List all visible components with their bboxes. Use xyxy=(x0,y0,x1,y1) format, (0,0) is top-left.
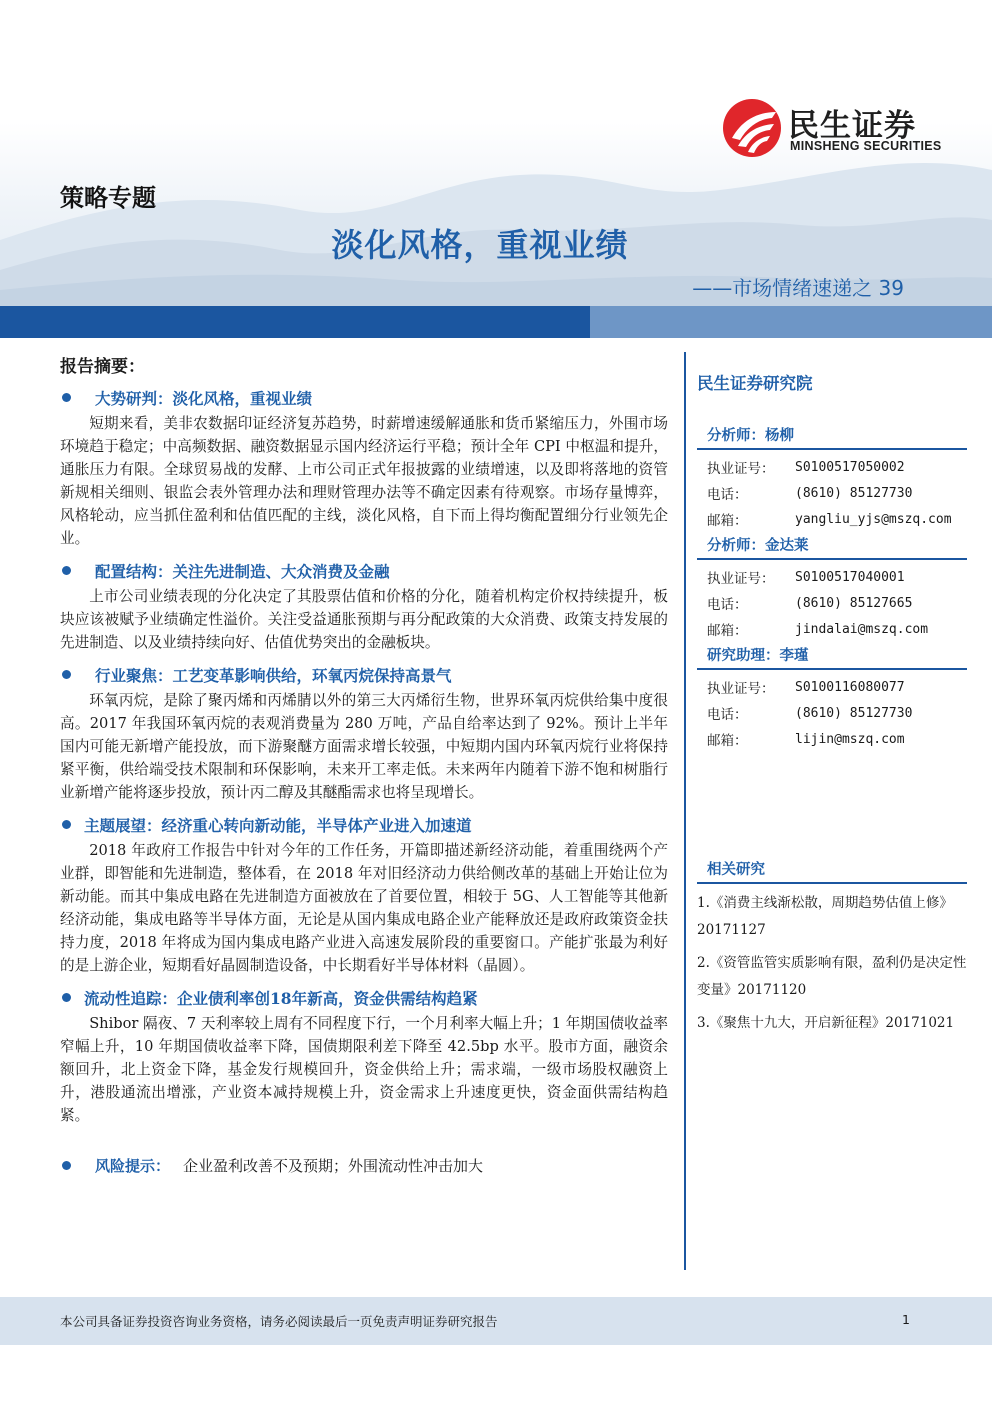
section-heading xyxy=(60,814,668,836)
email-row xyxy=(697,506,967,532)
header-band-left xyxy=(0,306,590,338)
bullet-icon xyxy=(62,1161,71,1170)
tel-label: 电话： xyxy=(707,597,748,613)
section-heading-text: 行业聚焦：工艺变革影响供给，环氧丙烷保持高景气 xyxy=(95,666,452,685)
assistant-contact xyxy=(697,644,967,752)
header-band-right xyxy=(590,306,992,338)
cert-row xyxy=(697,454,967,480)
section-body: 短期来看，美非农数据印证经济复苏趋势，时薪增速缓解通胀和货币紧缩压力，外围市场环境趋于稳定；中高频数据、融资数据显示国内经济运行平稳；预计全年 CPI 中枢温和提升，通胀压力有限。全球贸易战的发酵、上市公司正式年报披露的业绩增速，以及即将落地的资管新规相关细则、银监会表外管理办法和理财管理办法等不确定因素有待观察。市场存量博弈，风格轮动，应当抓住盈利和估值匹配的主线，淡化风格，自下而上得均衡配置细分行业领先企业。 xyxy=(60,415,668,547)
tel-value: (8610) 85127730 xyxy=(795,485,913,501)
analyst-contact xyxy=(697,534,967,642)
bullet-icon xyxy=(62,993,71,1002)
cert-value: S0100116080077 xyxy=(795,679,905,695)
report-summary xyxy=(60,352,668,1177)
section-liquidity xyxy=(60,987,668,1127)
report-category: 策略专题 xyxy=(60,183,156,212)
section-body: 环氧丙烷，是除了聚丙烯和丙烯腈以外的第三大丙烯衍生物，世界环氧丙烷供给集中度很高。2017 年我国环氧丙烷的表观消费量为 280 万吨，产品自给率达到了 92%。预计上半年国内可能无新增产能投放，而下游聚醚方面需求增长较强，中短期内国内环氧丙烷行业将保持紧平衡，供给端受技术限制和环保影响，未来开工率走低。未来两年内随着下游不饱和树脂行业新增产能将逐步投放，预计丙二醇及其醚酯需求也将呈现增长。 xyxy=(60,692,668,801)
analyst-contact xyxy=(697,424,967,532)
logo-chinese-name: 民生证券 xyxy=(788,108,916,144)
related-research-title: 相关研究 xyxy=(697,858,967,884)
section-heading xyxy=(60,987,668,1009)
page-number: 1 xyxy=(902,1312,910,1327)
cert-row xyxy=(697,674,967,700)
related-report-link[interactable]: 1.《消费主线渐松散，周期趋势估值上修》20171127 xyxy=(697,895,953,938)
footer-disclaimer: 本公司具备证券投资咨询业务资格，请务必阅读最后一页免责声明证券研究报告 xyxy=(60,1314,498,1329)
section-heading xyxy=(60,387,668,409)
email-label: 邮箱： xyxy=(707,733,748,749)
section-heading-text: 大势研判：淡化风格，重视业绩 xyxy=(95,389,313,408)
section-heading-text: 主题展望：经济重心转向新动能，半导体产业进入加速道 xyxy=(84,816,472,835)
section-allocation xyxy=(60,560,668,654)
brand-focus-label: 民生 FOCUS xyxy=(60,9,147,27)
bullet-icon xyxy=(62,393,71,402)
related-research xyxy=(697,858,967,1037)
bullet-icon xyxy=(62,566,71,575)
section-industry-focus xyxy=(60,664,668,804)
report-title xyxy=(0,220,992,266)
cert-label: 执业证号： xyxy=(707,461,775,477)
summary-title: 报告摘要： xyxy=(60,357,145,377)
bullet-icon xyxy=(62,670,71,679)
email-link[interactable]: lijin@mszq.com xyxy=(795,731,905,747)
email-row xyxy=(697,616,967,642)
tel-value: (8610) 85127730 xyxy=(795,705,913,721)
report-date: 2018 年 3 月 12 日 xyxy=(690,9,826,27)
tel-label: 电话： xyxy=(707,487,748,503)
header-band xyxy=(0,306,992,338)
email-label: 邮箱： xyxy=(707,623,748,639)
column-divider xyxy=(684,352,686,1270)
sidebar xyxy=(697,370,967,754)
cert-row xyxy=(697,564,967,590)
related-report-link[interactable]: 3.《聚焦十九大，开启新征程》20171021 xyxy=(697,1015,955,1031)
email-row xyxy=(697,726,967,752)
page-footer xyxy=(0,1297,992,1345)
cert-value: S0100517040001 xyxy=(795,569,905,585)
risk-label: 风险提示： xyxy=(95,1157,171,1175)
tel-value: (8610) 85127665 xyxy=(795,595,913,611)
report-title-text: 淡化风格，重视业绩 xyxy=(331,226,629,264)
section-heading-text: 配置结构：关注先进制造、大众消费及金融 xyxy=(95,562,390,581)
research-institute: 民生证券研究院 xyxy=(697,374,813,393)
section-heading xyxy=(60,664,668,686)
email-label: 邮箱： xyxy=(707,513,748,529)
section-body: Shibor 隔夜、7 天利率较上周有不同程度下行，一个月利率大幅上升；1 年期国债收益率窄幅上升，10 年期国债收益率下降，国债期限利差下降至 42.5bp 水平。股市方面，融资余额回升，北上资金下降，基金发行规模回升，资金供给上升；需求端，一级市场股权融资上升，港股通流出增涨，产业资本减持规模上升，资金需求上升速度更快，资金面供需结构趋紧。 xyxy=(60,1015,668,1124)
assistant-role: 研究助理：李瑾 xyxy=(697,644,967,670)
section-body: 上市公司业绩表现的分化决定了其股票估值和价格的分化，随着机构定价权持续提升，板块应该被赋予业绩确定性溢价。关注受益通胀预期与再分配政策的大众消费、政策支持发展的先进制造、以及业绩持续向好、估值优势突出的金融板块。 xyxy=(60,588,668,651)
risk-text: 企业盈利改善不及预期；外围流动性冲击加大 xyxy=(183,1157,484,1175)
analyst-role: 分析师：杨柳 xyxy=(697,424,967,450)
section-heading xyxy=(60,560,668,582)
email-link[interactable]: yangliu_yjs@mszq.com xyxy=(795,511,952,527)
cert-label: 执业证号： xyxy=(707,571,775,587)
related-report-link[interactable]: 2.《资管监管实质影响有限，盈利仍是决定性变量》20171120 xyxy=(697,955,967,998)
section-body: 2018 年政府工作报告中针对今年的工作任务，开篇即描述新经济动能，着重围绕两个产业群，即智能和先进制造，整体看，在 2018 年对旧经济动力供给侧改革的基础上开始让位为新动能。而其中集成电路在先进制造方面被放在了首要位置，相较于 5G、人工智能等其他新经济动能，集成电路等半导体方面，无论是从国内集成电路企业产能释放还是政府政策资金扶持力度，2018 年将成为国内集成电路产业进入高速发展阶段的重要窗口。产能扩张最为利好的是上游企业，短期看好晶圆制造设备，中长期看好半导体材料（晶圆）。 xyxy=(60,842,668,974)
section-market-outlook xyxy=(60,387,668,550)
analyst-role: 分析师：金达莱 xyxy=(697,534,967,560)
email-link[interactable]: jindalai@mszq.com xyxy=(795,621,929,637)
company-logo xyxy=(722,98,952,158)
report-subtitle: ——市场情绪速递之 39 xyxy=(692,276,904,300)
report-header xyxy=(0,0,992,306)
cert-value: S0100517050002 xyxy=(795,459,905,475)
cert-label: 执业证号： xyxy=(707,681,775,697)
tel-row xyxy=(697,590,967,616)
bullet-icon xyxy=(62,820,71,829)
risk-warning xyxy=(60,1155,668,1177)
logo-english-name: MINSHENG SECURITIES xyxy=(790,139,942,153)
tel-label: 电话： xyxy=(707,707,748,723)
section-theme-outlook xyxy=(60,814,668,977)
logo-emblem-icon xyxy=(722,98,782,158)
section-heading-text: 流动性追踪：企业债利率创18年新高，资金供需结构趋紧 xyxy=(84,989,478,1008)
tel-row xyxy=(697,480,967,506)
tel-row xyxy=(697,700,967,726)
